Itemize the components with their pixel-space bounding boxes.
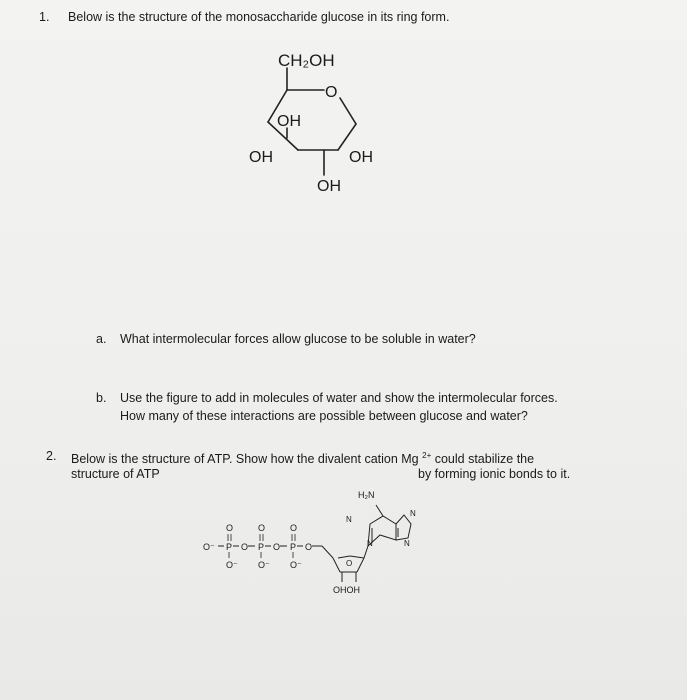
atp-n1: N	[346, 515, 352, 524]
q2-line1-suffix: could stabilize the	[431, 452, 535, 467]
atp-o-top2: O	[258, 523, 266, 533]
atp-h2n: H₂N	[358, 490, 375, 500]
glucose-ch2oh: CH₂OH	[278, 51, 335, 70]
atp-o-minus-2: O⁻	[258, 560, 270, 570]
q1b-line1: Use the figure to add in molecules of water and show the intermolecular forces.	[120, 391, 558, 405]
q2-line1	[71, 448, 534, 467]
q2-line1-prefix: Below is the structure of ATP. Show how the divalent cation Mg	[71, 452, 419, 467]
q1-text: Below is the structure of the monosaccharide glucose in its ring form.	[68, 10, 450, 24]
q1b-line2: How many of these interactions are possible between glucose and water?	[120, 409, 528, 423]
atp-p3: P	[290, 542, 297, 552]
atp-o-minus-1: O⁻	[226, 560, 238, 570]
atp-o-bridge2: O	[273, 542, 281, 552]
glucose-oh-inner: OH	[277, 113, 301, 130]
atp-o-minus-3: O⁻	[290, 560, 302, 570]
glucose-oh-left: OH	[249, 149, 273, 166]
atp-n3: N	[404, 539, 410, 548]
glucose-oh-right: OH	[349, 149, 373, 166]
atp-p1: P	[226, 542, 233, 552]
q1b-label: b.	[96, 391, 107, 405]
atp-ribose-o: O	[346, 559, 353, 568]
atp-o-bridge3: O	[305, 542, 313, 552]
atp-o-bridge1: O	[241, 542, 249, 552]
q2-number: 2.	[46, 449, 57, 463]
q1-number: 1.	[39, 10, 50, 24]
atp-n4: N	[367, 539, 373, 548]
atp-ohoh: OHOH	[333, 585, 360, 595]
q2-line2-left: structure of ATP	[71, 467, 160, 481]
atp-p2: P	[258, 542, 265, 552]
q1a-label: a.	[96, 332, 107, 346]
glucose-ring-o: O	[325, 84, 338, 101]
mg-charge: 2+	[422, 451, 432, 460]
atp-o-top3: O	[290, 523, 298, 533]
atp-o-top1: O	[226, 523, 234, 533]
atp-o-minus-terminal: O⁻	[203, 542, 215, 552]
q2-line2-right: by forming ionic bonds to it.	[418, 467, 571, 481]
atp-n2: N	[410, 509, 416, 518]
glucose-oh-bottom: OH	[317, 178, 341, 195]
q1a-text: What intermolecular forces allow glucose to be soluble in water?	[120, 332, 476, 346]
